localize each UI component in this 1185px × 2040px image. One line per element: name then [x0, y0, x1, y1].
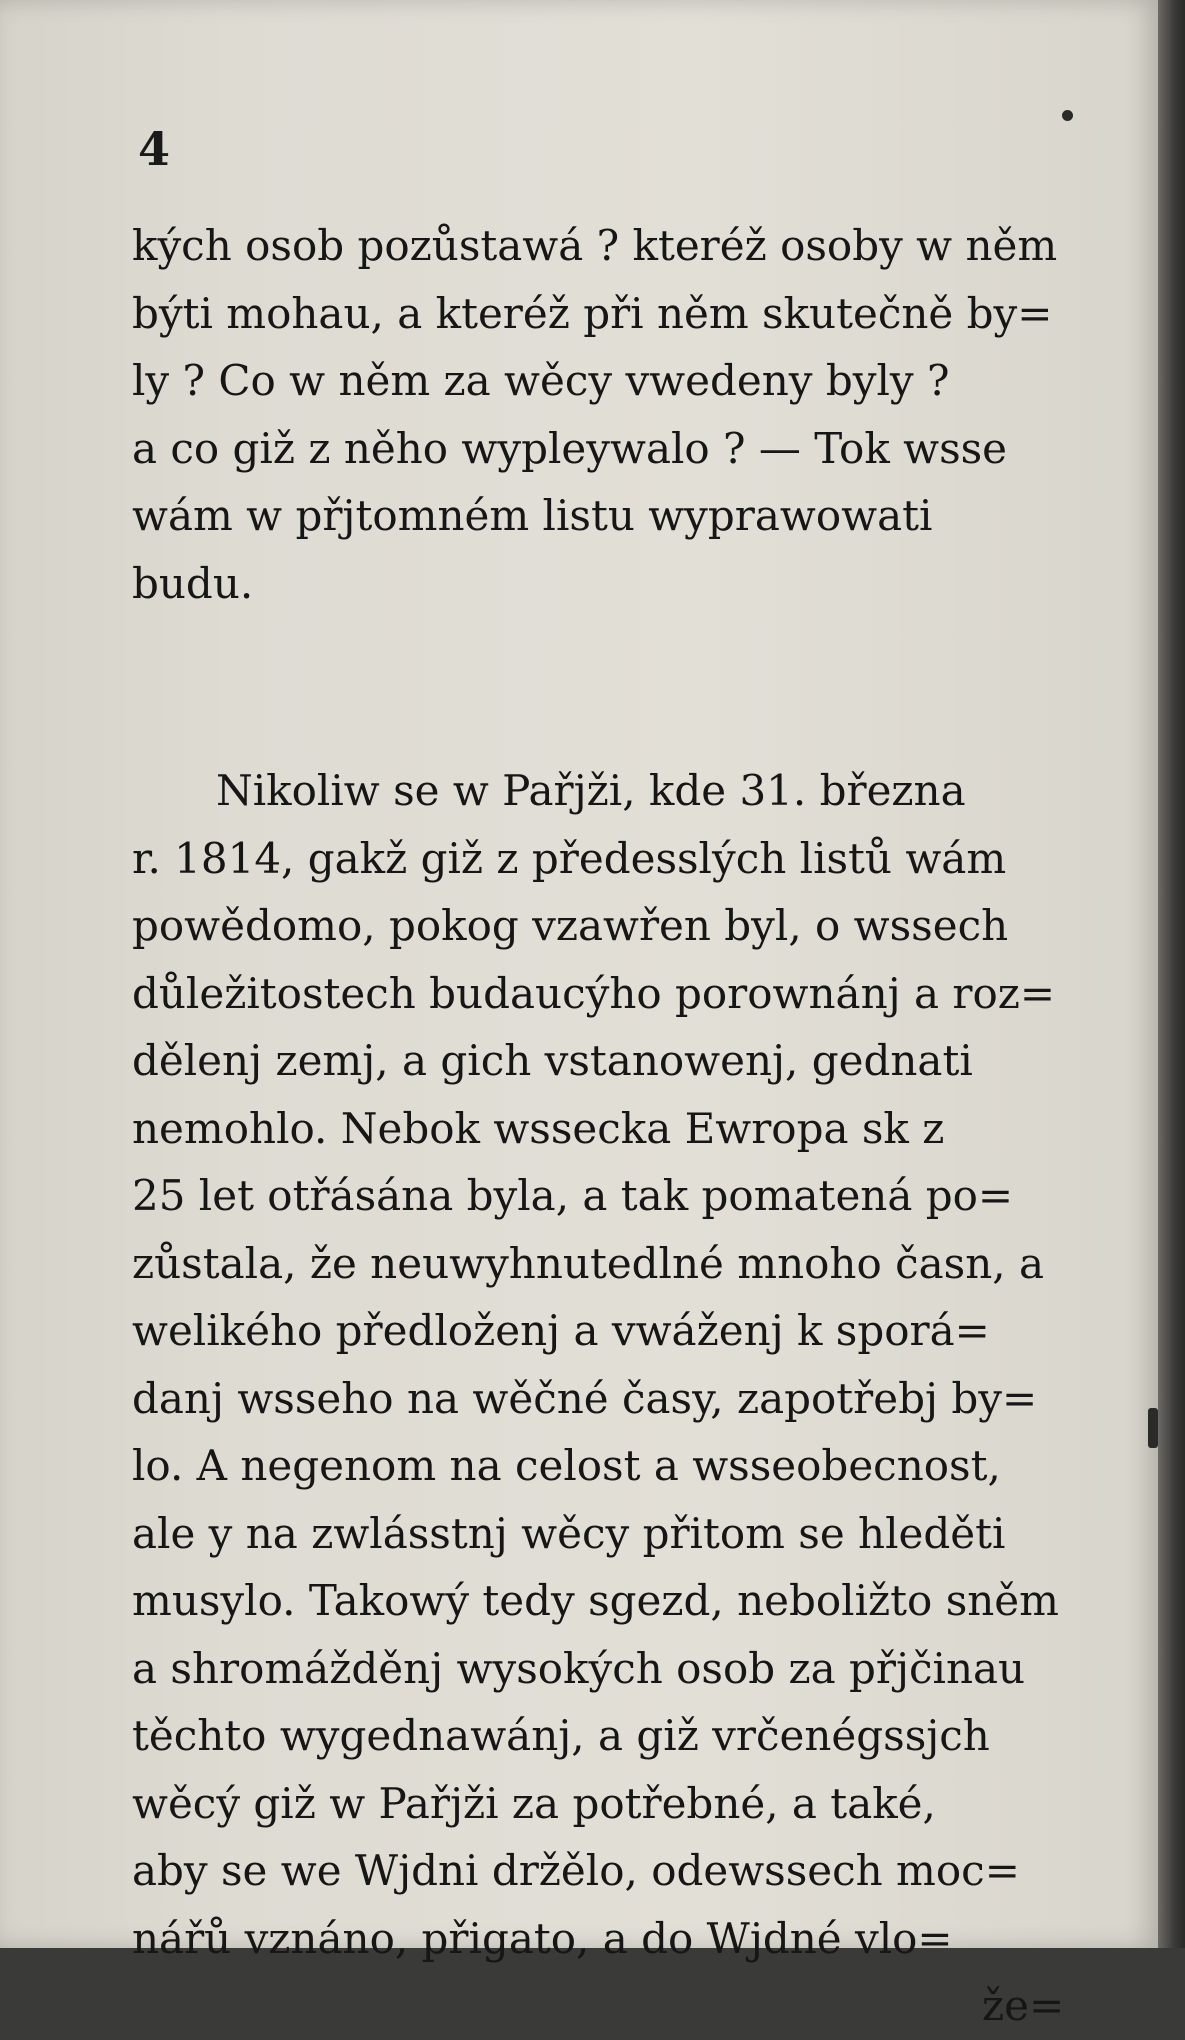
text-line: danj wsseho na wěčné časy, zapotřebj by=	[132, 1373, 1038, 1423]
text-line: a co giž z něho wypleywalo ? — Tok wsse	[132, 423, 1008, 473]
text-line: a shromážděnj wysokých osob za přjčinau	[132, 1643, 1026, 1693]
text-line: powědomo, pokog vzawřen byl, o wssech	[132, 901, 1009, 950]
text-line: nářů vznáno, přigato, a do Wjdné vlo=	[132, 1913, 953, 1963]
text-line: ly ? Co w něm za wěcy vwedeny byly ?	[132, 356, 950, 405]
page-number: 4	[138, 122, 171, 176]
text-line: kých osob pozůstawá ? kteréž osoby w něm	[132, 221, 1058, 270]
catchword: že=	[982, 1981, 1065, 2030]
text-line: musylo. Takowý tedy sgezd, neboližto sněm	[132, 1576, 1059, 1625]
book-spine	[1158, 0, 1185, 1948]
text-line: ale y na zwlásstnj wěcy přitom se hleděti	[132, 1508, 1006, 1558]
text-line: nemohlo. Nebok wsseckа Ewropa sk z	[132, 1103, 945, 1153]
text-line: dělenj zemj, a gich vstanowenj, gednati	[132, 1036, 973, 1085]
text-line: 25 let otřásána byla, a tak pomatená po=	[132, 1171, 1014, 1220]
text-line: Nikoliw se w Pařjži, kde 31. března	[216, 766, 966, 815]
text-line: důležitostech budaucýho porownánj a roz=	[132, 968, 1056, 1018]
body-text	[132, 212, 1092, 2040]
text-line: aby se we Wjdni držělo, odewssech moc=	[132, 1846, 1020, 1895]
text-line: r. 1814, gakž giž z předesslých listů wám	[132, 833, 1007, 883]
text-line: budu.	[132, 558, 254, 608]
text-line: těchto wygednawánj, a giž vrčenégssjch	[132, 1711, 990, 1760]
ink-speck	[1062, 110, 1073, 121]
text-line: wám w přjtomném listu wyprawowati	[132, 491, 933, 540]
ink-speck	[1148, 1408, 1158, 1448]
text-line: lo. A negenom na celost a wsseobecnost,	[132, 1441, 1001, 1490]
text-line: býti mohau, a kteréž při něm skutečně by=	[132, 288, 1053, 338]
text-line: welikého předloženj a vwáženj k sporá=	[132, 1306, 990, 1355]
text-line: zůstala, že neuwyhnutedlné mnoho časn, a	[132, 1238, 1045, 1288]
paragraph-gap	[132, 617, 1092, 757]
text-line: wěcý giž w Pařjži za potřebné, a také,	[132, 1778, 936, 1828]
